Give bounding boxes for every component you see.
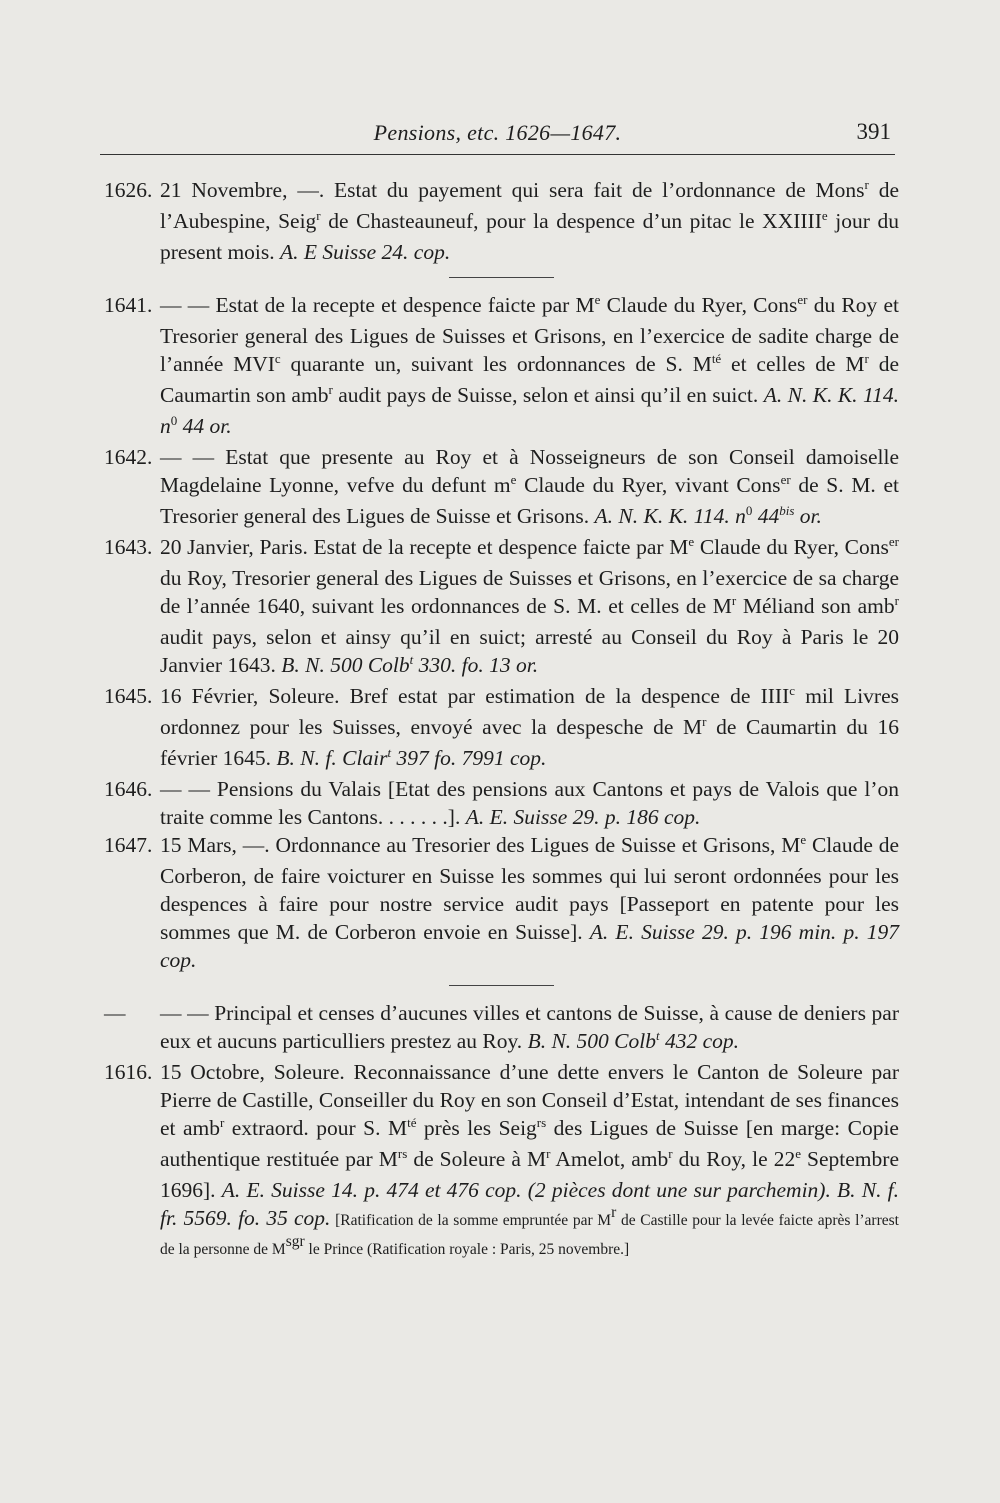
superscript: r (668, 1146, 673, 1161)
superscript: c (789, 683, 796, 698)
entry-text: — — Pensions du Valais [Etat des pensions aux Cantons et pays de Valois que l’on traite comme les Cantons. . . . . . .]. (160, 777, 899, 829)
entry-text: Claude du Ryer, Cons (600, 293, 798, 317)
superscript: er (797, 292, 808, 307)
entry-text: 16 Février, Soleure. Bref estat par estimation de la despence de IIII (160, 684, 790, 708)
superscript: 0 (745, 503, 753, 518)
entry-year: 1647. (104, 833, 153, 857)
superscript: rs (536, 1115, 547, 1130)
superscript: r (894, 593, 899, 608)
entries-list (104, 176, 899, 1262)
superscript: r (316, 208, 321, 223)
entry-text: audit pays de Suisse, selon et ainsi qu’il en suict. (332, 383, 764, 407)
superscript: e (821, 208, 828, 223)
superscript: r (328, 382, 333, 397)
entry-year: 1641. (104, 293, 153, 317)
entry-text: jour du present mois. (160, 209, 899, 264)
entry-text: — — Estat que presente au Roy et à Nosseigneurs de son Conseil damoiselle Magdelaine Lyonne, vefve du defunt m (160, 445, 899, 497)
archive-reference: A. E. Suisse 14. p. 474 et 476 cop. (2 pièces dont une sur parchemin). B. N. f. fr. 5569. fo. 35 cop. (160, 1178, 899, 1230)
entry-year: 1616. (104, 1060, 153, 1084)
entry-year: 1646. (104, 777, 153, 801)
entry-year: 1645. (104, 684, 153, 708)
entry (104, 291, 899, 443)
archive-reference: 44 (752, 504, 780, 528)
superscript: sgr (285, 1233, 305, 1250)
archive-reference: t (387, 745, 392, 760)
entry-text: Septembre 1696]. (160, 1147, 899, 1202)
archive-reference: A. E Suisse 24. cop. (280, 240, 451, 264)
archive-reference: B. N. f. Clair (276, 746, 388, 770)
archive-reference: bis (779, 503, 795, 518)
superscript: e (688, 534, 695, 549)
superscript: r (864, 177, 869, 192)
entry-year: 1642. (104, 445, 153, 469)
superscript: r (702, 714, 707, 729)
entry-text: de Chasteauneuf, pour la despence d’un pitac le XXIIII (320, 209, 822, 233)
entry-text: extraord. pour S. M (224, 1116, 408, 1140)
entry-year: 1626. (104, 178, 153, 202)
entry-text: Amelot, amb (550, 1147, 669, 1171)
entry-text: du Roy, Tresorier general des Ligues de Suisses et Grisons, en l’exercice de sa charge de l’année 1640, suivant les ordonnances de S. M. et celles de M (160, 566, 899, 618)
entry-year: 1643. (104, 535, 153, 559)
entry-text: Claude du Ryer, Cons (694, 535, 889, 559)
entry-text: quarante un, suivant les ordonnances de S. M (280, 352, 712, 376)
entry-text: 15 Octobre, Soleure. Reconnaissance d’une dette envers le Canton de Soleure par Pierre de Castille, Conseiller du Roy en son Conseil d’Estat, intendant de ses finances et amb (160, 1060, 899, 1140)
superscript: r (220, 1115, 225, 1130)
superscript: er (888, 534, 899, 549)
archive-reference: t (409, 652, 414, 667)
entry-text: 15 Mars, —. Ordonnance au Tresorier des Ligues de Suisse et Grisons, M (160, 833, 801, 857)
archive-reference: 330. fo. 13 or. (413, 653, 539, 677)
superscript: r (546, 1146, 551, 1161)
page-number: 391 (856, 119, 891, 144)
section-separator (449, 985, 554, 986)
entry-text: de l’Aubespine, Seig (160, 178, 899, 233)
archive-reference: A. N. K. K. 114. n (160, 383, 899, 438)
entry-text: Claude du Ryer, vivant Cons (516, 473, 781, 497)
entry-text: Claude de Corberon, de faire voicturer en Suisse les sommes qui lui seront ordonnées pour les despences à faire pour nostre service audit pays [Passeport en patente pour les sommes que M. de Corberon envoie en Suisse]. (160, 833, 899, 944)
superscript: er (780, 472, 791, 487)
superscript: rs (397, 1146, 408, 1161)
entry (104, 775, 899, 831)
archive-reference: 44 or. (177, 414, 232, 438)
entry-text: le Prince (Ratification royale : Paris, 25 novembre.] (304, 1241, 630, 1258)
entry (104, 682, 899, 775)
section-separator (449, 277, 554, 278)
entry-text: 20 Janvier, Paris. Estat de la recepte et despence faicte par M (160, 535, 689, 559)
entry-text: Méliand son amb (736, 594, 895, 618)
archive-reference: 432 cop. (659, 1029, 740, 1053)
superscript: té (711, 351, 722, 366)
archive-reference: B. N. 500 Colb (527, 1029, 656, 1053)
archive-reference: 397 fo. 7991 cop. (391, 746, 547, 770)
entry-text: du Roy et Tresorier general des Ligues de Suisses et Grisons, en l’exercice de sadite charge de l’année MVI (160, 293, 899, 376)
entry-text: de Castille pour la levée faicte après l’arrest de la personne de M (160, 1212, 899, 1258)
superscript: e (800, 832, 807, 847)
entry-text: mil Livres ordonnez pour les Suisses, envoyé avec la despesche de M (160, 684, 899, 739)
archive-reference: A. E. Suisse 29. p. 186 cop. (465, 805, 701, 829)
entry-text: de Caumartin du 16 février 1645. (160, 715, 899, 770)
entry (104, 831, 899, 974)
entry-text: et celles de M (721, 352, 865, 376)
archive-reference: t (655, 1028, 660, 1043)
entry (104, 999, 899, 1058)
entry-text: — — Principal et censes d’aucunes villes et cantons de Suisse, à cause de deniers par eux et aucuns particulliers prestez au Roy. (160, 1001, 899, 1053)
entry-text: 21 Novembre, —. Estat du payement qui sera fait de l’ordonnance de Mons (160, 178, 865, 202)
entry-text: de S. M. et Tresorier general des Ligues de Suisse et Grisons. (160, 473, 899, 528)
entry-text: audit pays, selon et ainsy qu’il en suict; arresté au Conseil du Roy à Paris le 20 Janvier 1643. (160, 625, 899, 677)
entry-text: [Ratification de la somme empruntée par M (330, 1212, 612, 1229)
superscript: e (594, 292, 601, 307)
entry (104, 1058, 899, 1262)
entry (104, 533, 899, 682)
superscript: e (510, 472, 517, 487)
superscript: té (407, 1115, 417, 1130)
entry (104, 443, 899, 533)
archive-reference: A. E. Suisse 29. p. 196 min. p. 197 cop. (160, 920, 899, 972)
superscript: r (731, 593, 737, 608)
entry-text: du Roy, le 22 (672, 1147, 796, 1171)
archive-reference: B. N. 500 Colb (281, 653, 410, 677)
entry-text: près les Seig (416, 1116, 537, 1140)
running-head (100, 118, 895, 155)
entry-text: de Soleure à M (407, 1147, 547, 1171)
entry (104, 176, 899, 266)
entry-text: — — Estat de la recepte et despence faicte par M (160, 293, 595, 317)
superscript: c (274, 351, 281, 366)
superscript: r (864, 351, 869, 366)
archive-reference: or. (794, 504, 822, 528)
superscript: e (795, 1146, 801, 1161)
entry-text: de Caumartin son amb (160, 352, 899, 407)
superscript: 0 (170, 413, 178, 428)
entry-text: des Ligues de Suisse [en marge: Copie authentique restituée par M (160, 1116, 899, 1171)
archive-reference: A. N. K. K. 114. n (594, 504, 746, 528)
superscript: r (611, 1204, 617, 1221)
running-title: Pensions, etc. 1626—1647. (373, 120, 622, 145)
entry-year: — (104, 1001, 126, 1025)
